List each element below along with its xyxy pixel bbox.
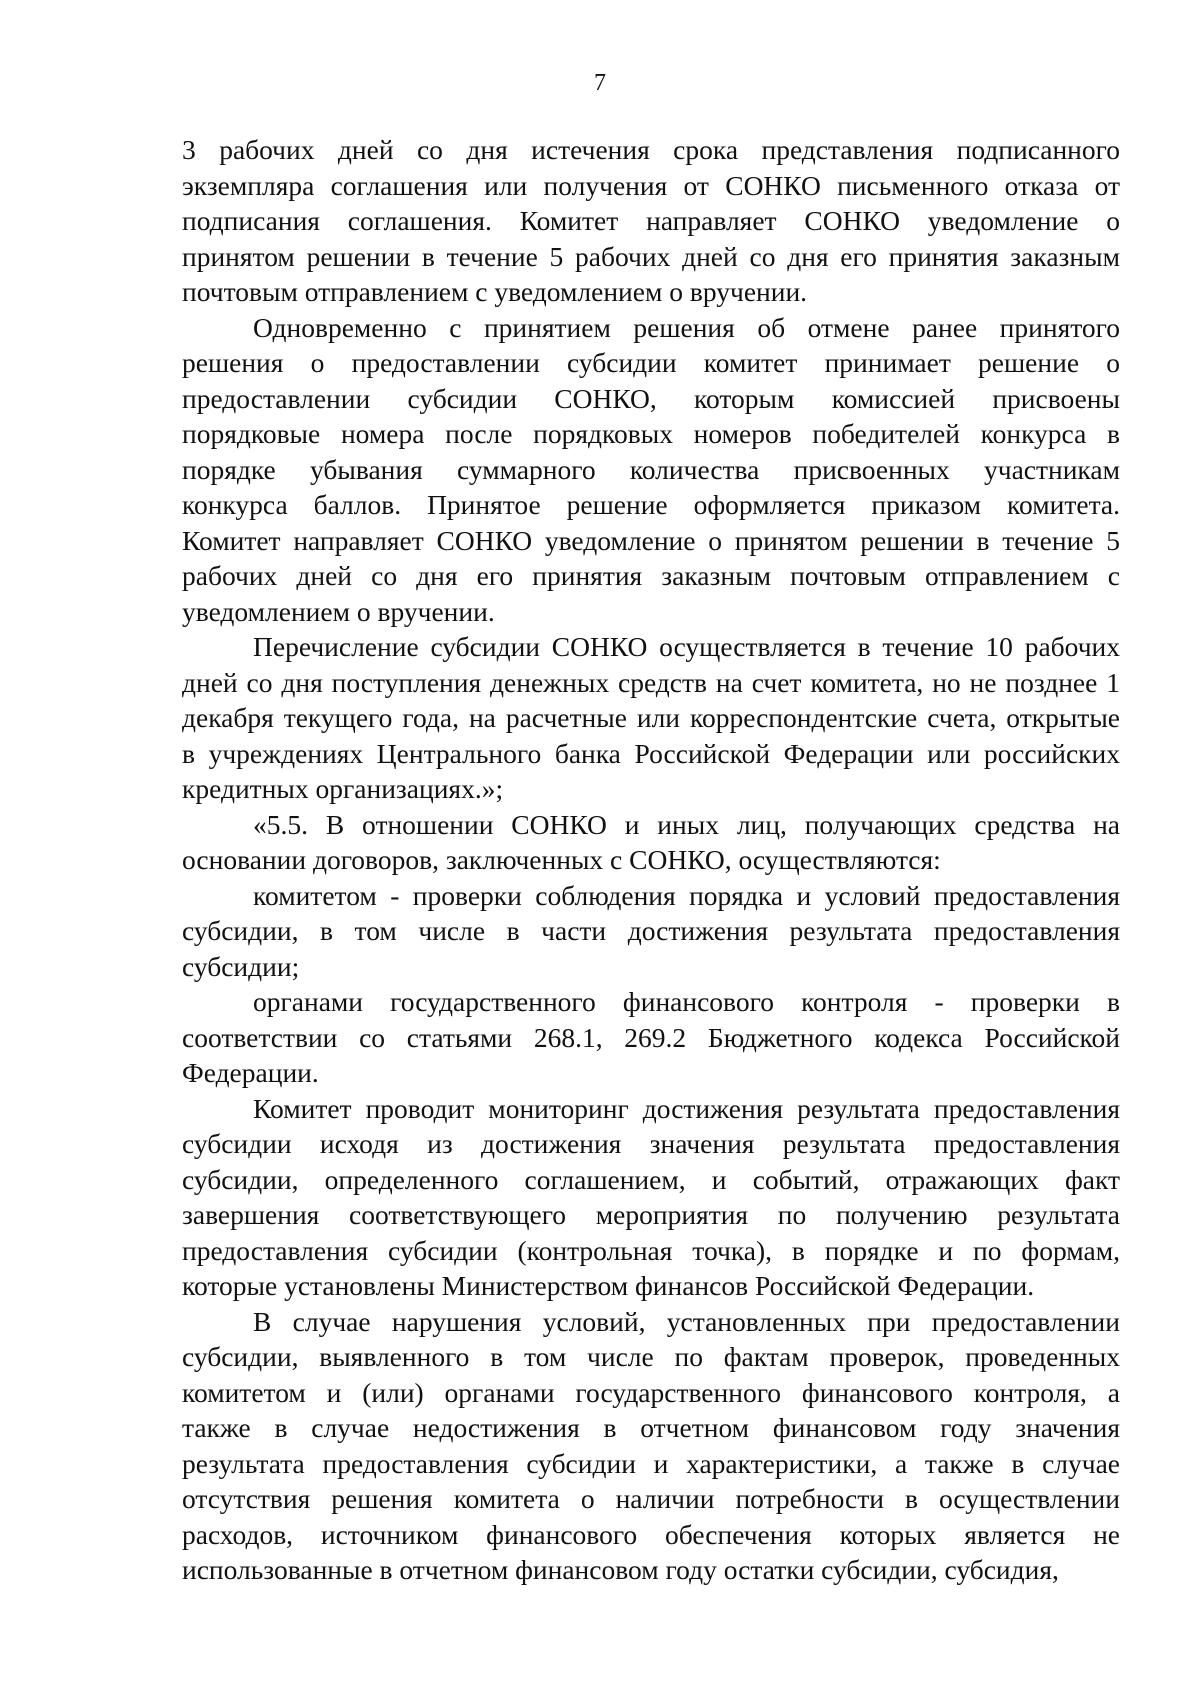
text-line: отсутствия решения комитета о наличии потребности в осуществлении	[182, 1483, 1120, 1514]
text-line: порядковые номера после порядковых номеров победителей конкурса в	[182, 418, 1120, 449]
text-line: результата предоставления субсидии и характеристики, а также в случае	[182, 1447, 1120, 1479]
text-line: В случае нарушения условий, установленных при предоставлении	[253, 1305, 1120, 1337]
text-line: которые установлены Министерством финансов Российской Федерации.	[182, 1270, 1035, 1301]
text-line: в учреждениях Центрального банка Российской Федерации или российских	[182, 737, 1120, 769]
paragraph-p3	[182, 629, 1120, 807]
text-line: расходов, источником финансового обеспечения которых является не	[182, 1518, 1120, 1550]
text-line: почтовым отправлением с уведомлением о вручении.	[182, 276, 808, 307]
paragraph-p1	[182, 132, 1120, 310]
text-line: уведомлением о вручении.	[182, 595, 495, 627]
text-line: органами государственного финансового контроля - проверки в	[253, 986, 1120, 1017]
text-line: кредитных организациях.»;	[182, 773, 504, 804]
text-line: использованные в отчетном финансовом году остатки субсидии, субсидия,	[182, 1554, 1059, 1585]
text-line: принятом решении в течение 5 рабочих дней со дня его принятия заказным	[182, 240, 1120, 272]
paragraph-p4	[182, 807, 1120, 878]
paragraph-p8	[182, 1304, 1120, 1588]
paragraph-p2	[182, 310, 1120, 630]
text-line: Комитет направляет СОНКО уведомление о принятом решении в течение 5	[182, 524, 1120, 556]
text-line: также в случае недостижения в отчетном финансовом году значения	[182, 1412, 1120, 1443]
text-line: 3 рабочих дней со дня истечения срока представления подписанного	[182, 134, 1120, 165]
text-line: Перечисление субсидии СОНКО осуществляется в течение 10 рабочих	[253, 631, 1120, 662]
text-line: порядке убывания суммарного количества присвоенных участникам	[182, 453, 1120, 485]
paragraph-p5	[182, 878, 1120, 985]
text-line: Одновременно с принятием решения об отмене ранее принятого	[253, 311, 1120, 343]
page-number: 7	[594, 70, 606, 96]
text-line: основании договоров, заключенных с СОНКО, осуществляются:	[182, 844, 941, 875]
text-line: Федерации.	[182, 1057, 319, 1088]
text-line: соответствии со статьями 268.1, 269.2 Бюджетного кодекса Российской	[182, 1021, 1120, 1053]
text-line: подписания соглашения. Комитет направляет СОНКО уведомление о	[182, 205, 1120, 236]
text-line: субсидии исходя из достижения значения результата предоставления	[182, 1128, 1120, 1159]
text-line: дней со дня поступления денежных средств на счет комитета, но не позднее 1	[182, 666, 1120, 698]
text-line: комитетом - проверки соблюдения порядка и условий предоставления	[253, 879, 1120, 911]
text-line: экземпляра соглашения или получения от СОНКО письменного отказа от	[182, 169, 1120, 201]
text-line: комитетом и (или) органами государственного финансового контроля, а	[182, 1376, 1120, 1408]
text-line: рабочих дней со дня его принятия заказным почтовым отправлением с	[182, 560, 1120, 591]
paragraph-p6	[182, 984, 1120, 1091]
paragraph-p7	[182, 1091, 1120, 1304]
text-line: субсидии, выявленного в том числе по фактам проверок, проведенных	[182, 1341, 1120, 1372]
text-line: предоставления субсидии (контрольная точка), в порядке и по формам,	[182, 1234, 1120, 1266]
text-line: завершения соответствующего мероприятия по получению результата	[182, 1199, 1120, 1230]
text-line: Комитет проводит мониторинг достижения результата предоставления	[253, 1092, 1120, 1124]
text-line: конкурса баллов. Принятое решение оформляется приказом комитета.	[182, 489, 1120, 520]
text-line: решения о предоставлении субсидии комитет принимает решение о	[182, 347, 1120, 378]
text-line: декабря текущего года, на расчетные или корреспондентские счета, открытые	[182, 702, 1120, 733]
text-line: «5.5. В отношении СОНКО и иных лиц, получающих средства на	[253, 808, 1120, 840]
document-body	[182, 132, 1120, 1588]
text-line: предоставлении субсидии СОНКО, которым комиссией присвоены	[182, 382, 1120, 414]
text-line: субсидии, определенного соглашением, и событий, отражающих факт	[182, 1163, 1120, 1195]
text-line: субсидии;	[182, 950, 300, 982]
text-line: субсидии, в том числе в части достижения результата предоставления	[182, 915, 1120, 946]
